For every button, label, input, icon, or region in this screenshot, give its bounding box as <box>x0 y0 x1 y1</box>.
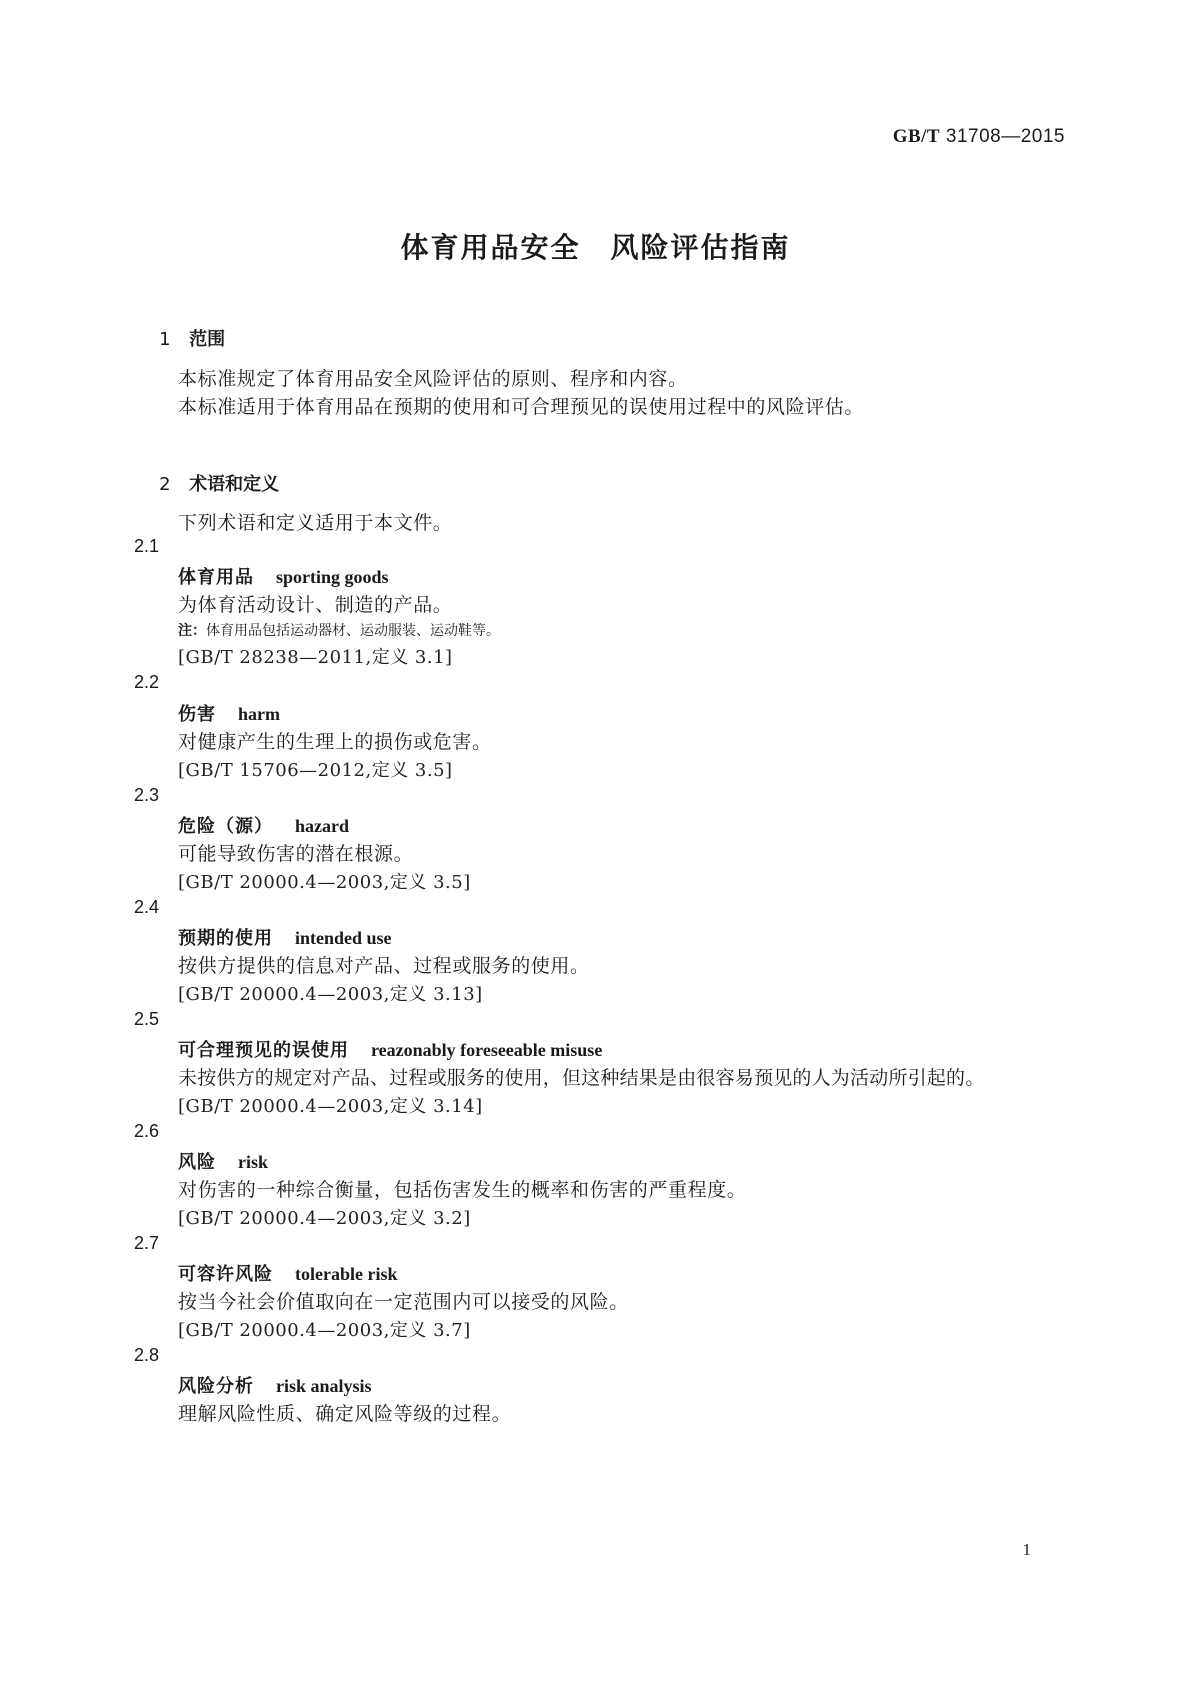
term-english: risk analysis <box>276 1376 372 1396</box>
term-definition: 理解风险性质、确定风险等级的过程。 <box>178 1403 512 1425</box>
section-title: 范围 <box>189 329 226 350</box>
term-chinese: 可容许风险 <box>178 1264 273 1285</box>
term-number: 2.7 <box>134 1233 160 1253</box>
section-number: 1 <box>159 329 171 350</box>
note-label: 注： <box>178 623 206 639</box>
term-chinese: 可合理预见的误使用 <box>178 1040 349 1061</box>
term-source: [GB/T 20000.4—2003,定义 3.5] <box>178 872 471 893</box>
term-number: 2.8 <box>134 1345 160 1365</box>
term-definition: 未按供方的规定对产品、过程或服务的使用，但这种结果是由很容易预见的人为活动所引起的。 <box>178 1067 985 1089</box>
term-source: [GB/T 20000.4—2003,定义 3.13] <box>178 984 483 1005</box>
section-title: 术语和定义 <box>189 474 280 495</box>
term-source: [GB/T 20000.4—2003,定义 3.7] <box>178 1320 471 1341</box>
term-number: 2.6 <box>134 1121 160 1141</box>
section-heading-terms <box>134 449 279 517</box>
term-definition: 对伤害的一种综合衡量，包括伤害发生的概率和伤害的严重程度。 <box>178 1179 747 1201</box>
section-number: 2 <box>159 474 171 495</box>
term-title <box>178 924 392 950</box>
term-number: 2.5 <box>134 1009 160 1029</box>
term-source: [GB/T 28238—2011,定义 3.1] <box>178 647 453 668</box>
term-source: [GB/T 15706—2012,定义 3.5] <box>178 760 453 781</box>
term-title <box>178 1148 268 1174</box>
term-definition: 按当今社会价值取向在一定范围内可以接受的风险。 <box>178 1291 629 1313</box>
standard-number <box>893 126 1065 148</box>
section-heading-scope <box>134 304 225 372</box>
term-title <box>178 812 349 838</box>
term-chinese: 风险分析 <box>178 1376 254 1397</box>
term-title <box>178 1260 397 1286</box>
term-number: 2.3 <box>134 785 160 805</box>
page-number: 1 <box>1022 1540 1031 1559</box>
term-english: hazard <box>295 816 349 836</box>
term-title <box>178 700 280 726</box>
term-source: [GB/T 20000.4—2003,定义 3.2] <box>178 1208 471 1229</box>
term-number: 2.2 <box>134 672 160 692</box>
term-chinese: 危险（源） <box>178 816 273 837</box>
term-number: 2.4 <box>134 897 160 917</box>
term-chinese: 预期的使用 <box>178 928 273 949</box>
term-english: intended use <box>295 928 392 948</box>
term-definition: 按供方提供的信息对产品、过程或服务的使用。 <box>178 955 590 977</box>
document-title: 体育用品安全 风险评估指南 <box>400 231 791 264</box>
term-note <box>178 620 500 640</box>
term-title <box>178 1036 602 1062</box>
term-number: 2.1 <box>134 536 160 556</box>
standard-code: GB/T <box>892 126 941 147</box>
term-chinese: 风险 <box>178 1152 216 1173</box>
term-english: sporting goods <box>276 567 389 587</box>
term-english: reazonably foreseeable misuse <box>371 1040 603 1060</box>
term-title <box>178 563 389 589</box>
note-text: 体育用品包括运动器材、运动服装、运动鞋等。 <box>206 623 500 639</box>
term-english: tolerable risk <box>295 1264 398 1284</box>
term-english: risk <box>238 1152 269 1172</box>
term-english: harm <box>238 704 280 724</box>
term-definition: 可能导致伤害的潜在根源。 <box>178 843 414 865</box>
term-chinese: 伤害 <box>178 704 216 725</box>
term-definition: 为体育活动设计、制造的产品。 <box>178 594 453 616</box>
standard-id: 31708—2015 <box>945 126 1065 147</box>
scope-paragraph-2: 本标准适用于体育用品在预期的使用和可合理预见的误使用过程中的风险评估。 <box>178 396 865 418</box>
term-source: [GB/T 20000.4—2003,定义 3.14] <box>178 1096 483 1117</box>
scope-paragraph-1: 本标准规定了体育用品安全风险评估的原则、程序和内容。 <box>178 368 688 390</box>
terms-intro: 下列术语和定义适用于本文件。 <box>178 512 453 534</box>
term-title <box>178 1372 372 1398</box>
term-definition: 对健康产生的生理上的损伤或危害。 <box>178 731 492 753</box>
term-chinese: 体育用品 <box>178 567 254 588</box>
